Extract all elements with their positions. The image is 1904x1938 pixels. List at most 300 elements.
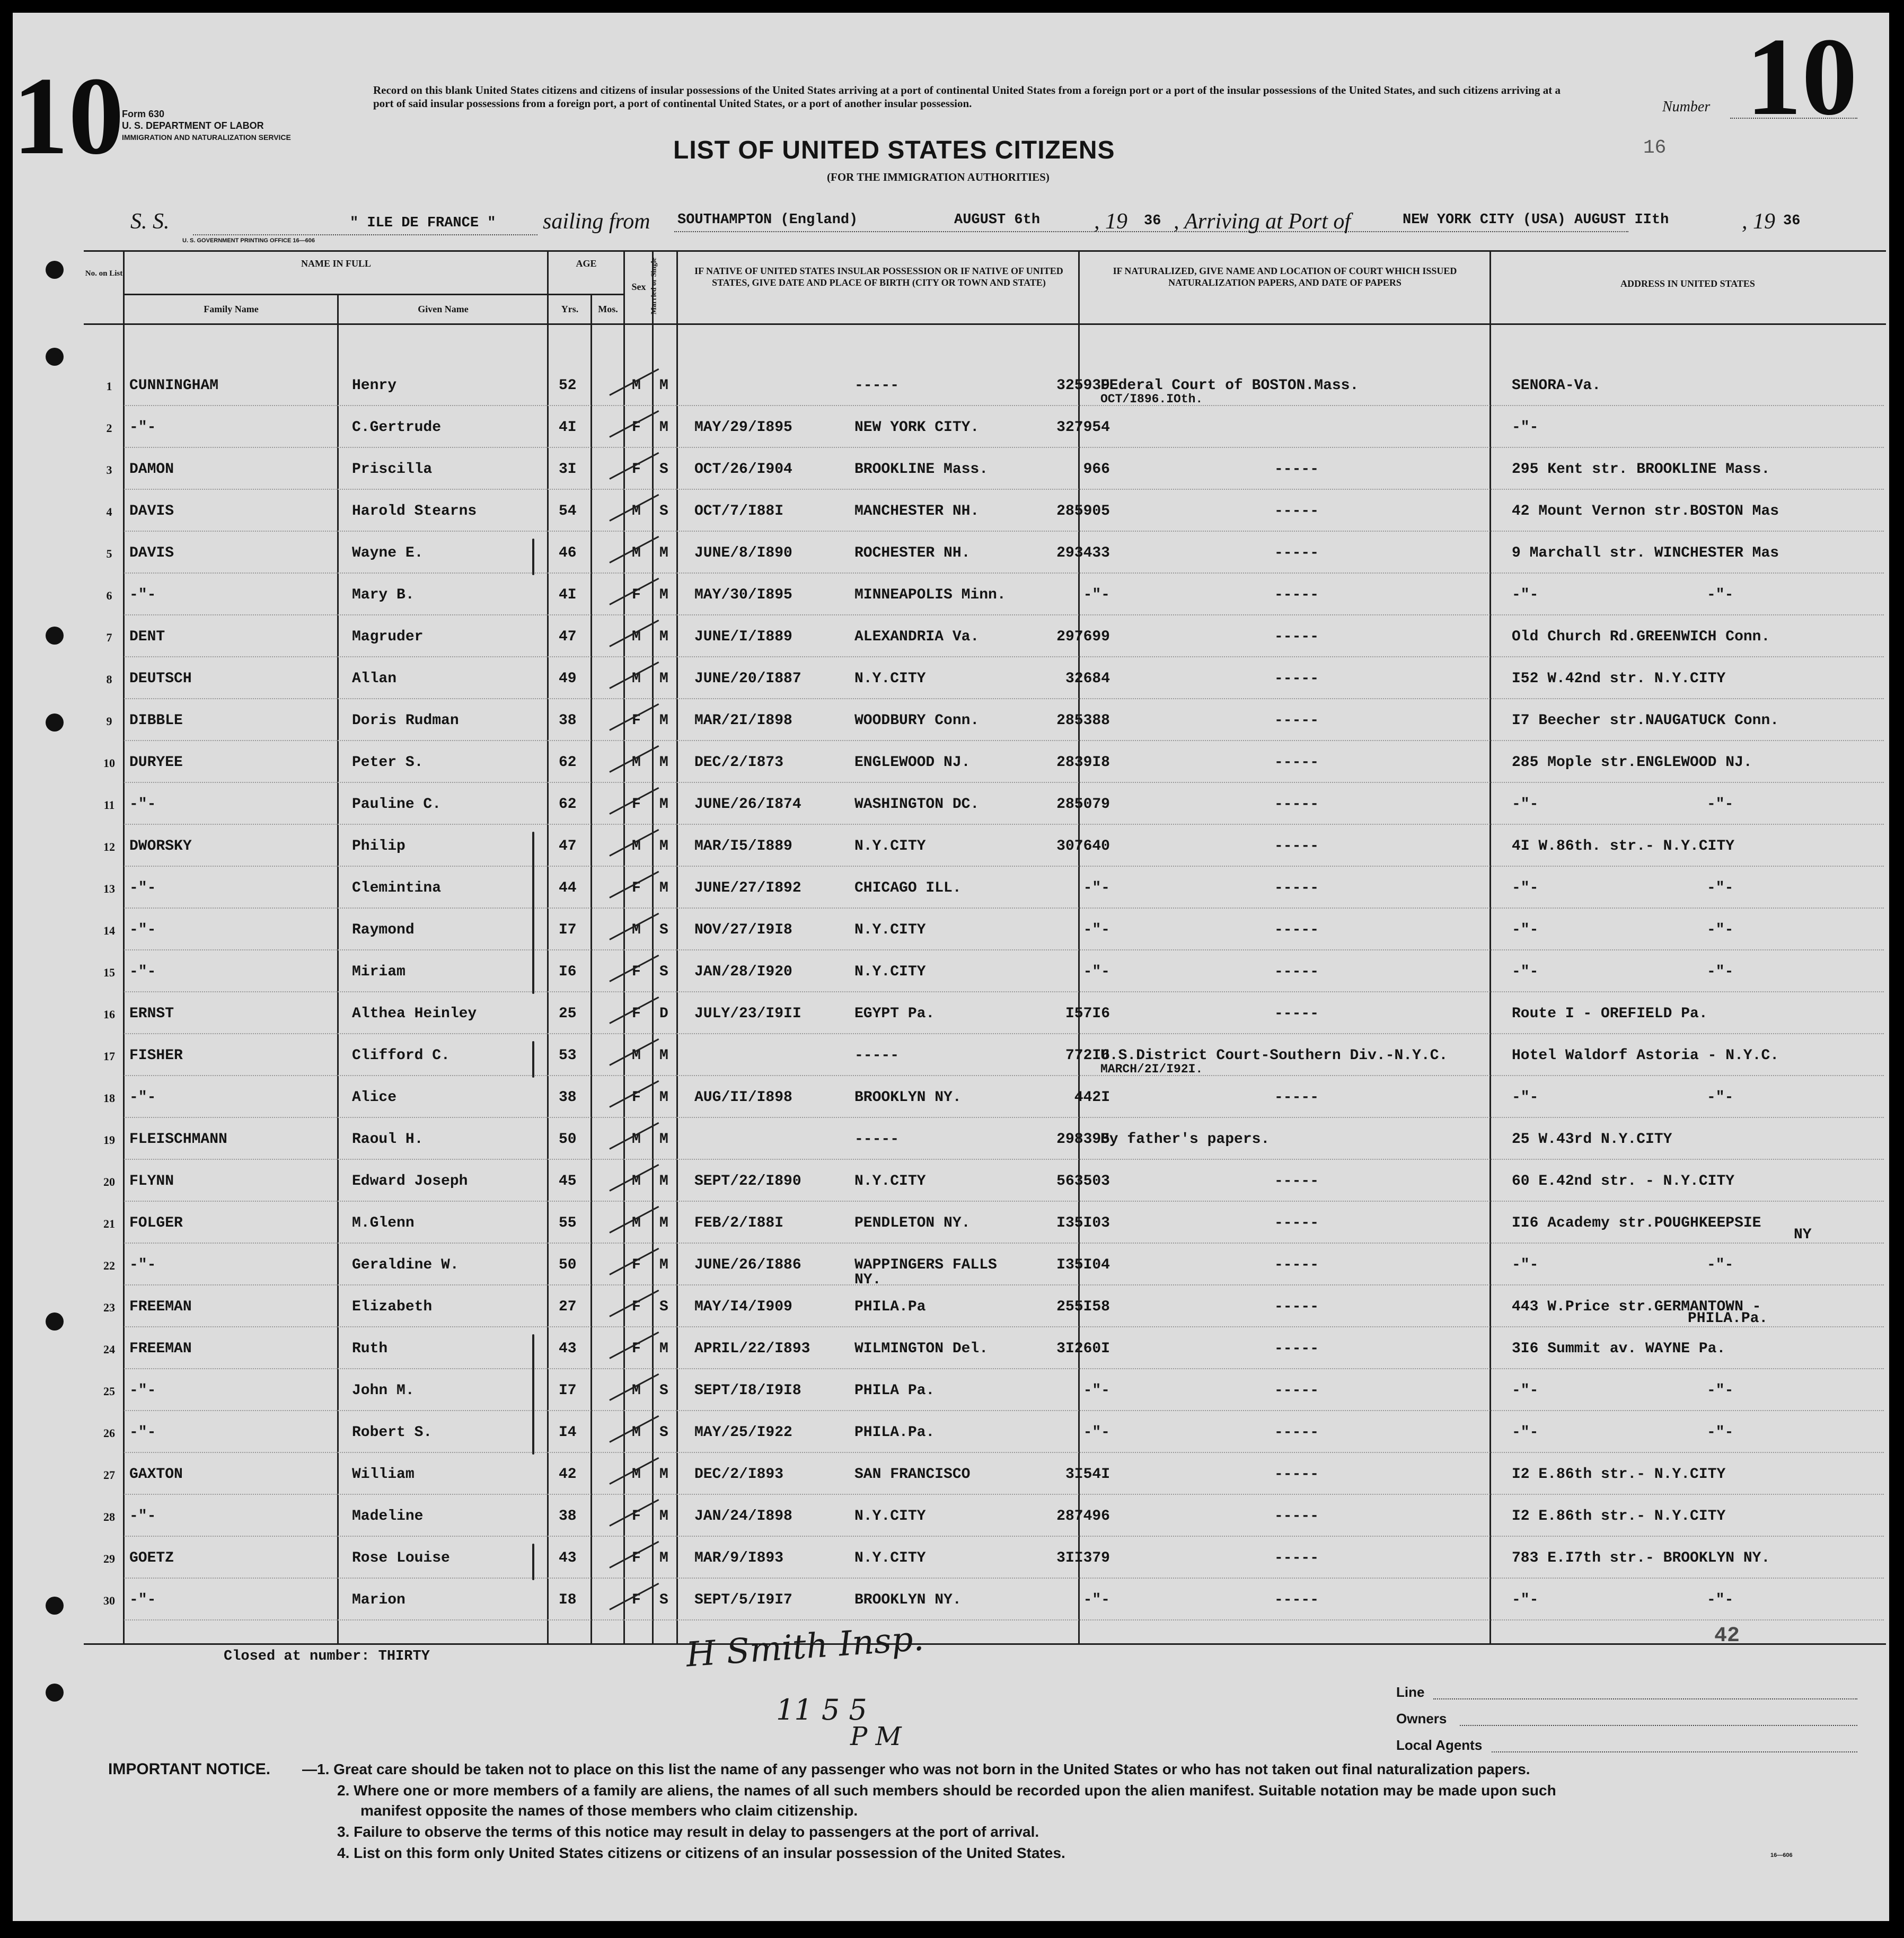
- given-name: Raoul H.: [352, 1131, 424, 1148]
- family-name: -"-: [129, 1424, 156, 1441]
- birth-date: JUNE/26/I886: [694, 1257, 801, 1273]
- row-number: 3: [106, 463, 112, 477]
- naturalization-info: -----: [1274, 1257, 1319, 1273]
- marital-status: M: [659, 1089, 668, 1106]
- row-guide: [124, 991, 1884, 992]
- us-address-line2: -"-: [1707, 964, 1734, 980]
- birth-place: PENDLETON NY.: [854, 1215, 971, 1231]
- marital-status: M: [659, 1131, 668, 1148]
- row-guide: [124, 405, 1884, 406]
- age-years: 42: [559, 1466, 577, 1483]
- us-address: 443 W.Price str.GERMANTOWN -: [1512, 1299, 1761, 1315]
- birth-place: WASHINGTON DC.: [854, 796, 980, 813]
- family-bracket-mark: [532, 832, 534, 994]
- birth-date: MAR/I5/I889: [694, 838, 792, 855]
- naturalization-info: -----: [1274, 1592, 1319, 1608]
- year-sail: 36: [1144, 213, 1161, 229]
- form-identifier: Form 630 U. S. DEPARTMENT OF LABOR IMMIGRATION AND NATURALIZATION SERVICE: [122, 109, 291, 142]
- certificate-number: 3II379: [1056, 1550, 1110, 1566]
- sex: M: [632, 1466, 641, 1483]
- age-years: I7: [559, 1382, 577, 1399]
- birth-place: NEW YORK CITY.: [854, 419, 980, 436]
- sex: F: [632, 419, 641, 436]
- birth-place: N.Y.CITY: [854, 964, 926, 980]
- age-years: 43: [559, 1341, 577, 1357]
- sex: M: [632, 377, 641, 394]
- us-address: -"-: [1512, 964, 1539, 980]
- marital-status: M: [659, 1257, 668, 1273]
- marital-status: M: [659, 1047, 668, 1064]
- sex: M: [632, 838, 641, 855]
- certificate-number: 3I54I: [1065, 1466, 1110, 1483]
- us-address: 295 Kent str. BROOKLINE Mass.: [1512, 461, 1770, 478]
- family-name: -"-: [129, 1382, 156, 1399]
- birth-place: N.Y.CITY: [854, 671, 926, 687]
- family-name: -"-: [129, 1089, 156, 1106]
- sex: F: [632, 1550, 641, 1566]
- sex: M: [632, 1131, 641, 1148]
- family-name: -"-: [129, 1592, 156, 1608]
- age-years: 50: [559, 1257, 577, 1273]
- row-guide: [124, 1201, 1884, 1202]
- age-years: I7: [559, 922, 577, 938]
- naturalization-info: -----: [1274, 545, 1319, 561]
- birth-date: SEPT/5/I9I7: [694, 1592, 792, 1608]
- given-name: Mary B.: [352, 587, 415, 603]
- sex: M: [632, 1215, 641, 1231]
- birth-place: BROOKLYN NY.: [854, 1592, 962, 1608]
- given-name: Althea Heinley: [352, 1006, 477, 1022]
- birth-date: AUG/II/I898: [694, 1089, 792, 1106]
- family-bracket-mark: [532, 1041, 534, 1078]
- marital-status: S: [659, 461, 668, 478]
- row-number: 11: [103, 798, 115, 812]
- naturalization-info-line2: MARCH/2I/I92I.: [1100, 1062, 1203, 1076]
- marital-status: S: [659, 964, 668, 980]
- birth-place-line2: NY.: [854, 1272, 882, 1288]
- us-address: I52 W.42nd str. N.Y.CITY: [1512, 671, 1726, 687]
- us-address-line2: -"-: [1707, 796, 1734, 813]
- birth-date: JAN/24/I898: [694, 1508, 792, 1525]
- us-address-line2: NY: [1794, 1227, 1812, 1243]
- year-arrive: 36: [1783, 213, 1801, 229]
- given-name: Raymond: [352, 922, 415, 938]
- sex: F: [632, 1089, 641, 1106]
- row-guide: [124, 531, 1884, 532]
- family-name: -"-: [129, 922, 156, 938]
- age-years: 62: [559, 796, 577, 813]
- birth-date: MAR/9/I893: [694, 1550, 784, 1566]
- row-guide: [124, 740, 1884, 741]
- given-name: Priscilla: [352, 461, 433, 478]
- birth-date: JULY/23/I9II: [694, 1006, 801, 1022]
- table-row: [13, 1286, 1889, 1328]
- row-guide: [124, 1494, 1884, 1495]
- us-address-line2: -"-: [1707, 587, 1734, 603]
- marital-status: S: [659, 1424, 668, 1441]
- birth-date: JUNE/26/I874: [694, 796, 801, 813]
- naturalization-info: By father's papers.: [1100, 1131, 1270, 1148]
- given-name: Robert S.: [352, 1424, 433, 1441]
- table-row: [13, 1370, 1889, 1412]
- agents-label: Local Agents: [1396, 1737, 1483, 1753]
- certificate-number: -"-: [1083, 880, 1110, 896]
- inspector-signature: H Smith Insp.: [684, 1619, 925, 1675]
- row-number: 20: [103, 1175, 115, 1188]
- age-years: 44: [559, 880, 577, 896]
- age-years: 54: [559, 503, 577, 519]
- birth-date: JUNE/I/I889: [694, 629, 792, 645]
- given-name: Peter S.: [352, 754, 424, 771]
- notice-1: —1. Great care should be taken not to place on this list the name of any passenger who was not born in the United States or who has not taken out final naturalization papers.: [302, 1761, 1530, 1777]
- naturalization-info: -----: [1274, 838, 1319, 855]
- certificate-number: 297699: [1056, 629, 1110, 645]
- line-underline: [1433, 1698, 1857, 1699]
- age-years: 47: [559, 838, 577, 855]
- birth-date: SEPT/22/I890: [694, 1173, 801, 1190]
- naturalization-info: -----: [1274, 922, 1319, 938]
- family-name: -"-: [129, 419, 156, 436]
- birth-date: OCT/7/I88I: [694, 503, 784, 519]
- sex: F: [632, 1508, 641, 1525]
- table-row: [13, 574, 1889, 616]
- row-number: 23: [103, 1301, 115, 1314]
- row-number: 30: [103, 1594, 115, 1607]
- naturalization-info: -----: [1274, 1508, 1319, 1525]
- age-years: 25: [559, 1006, 577, 1022]
- marital-status: M: [659, 712, 668, 729]
- line-label: Line: [1396, 1684, 1425, 1700]
- table-row: [13, 1328, 1889, 1370]
- birth-date: DEC/2/I873: [694, 754, 784, 771]
- us-address-line2: -"-: [1707, 922, 1734, 938]
- row-guide: [124, 656, 1884, 657]
- birth-date: SEPT/I8/I9I8: [694, 1382, 801, 1399]
- naturalization-info: FEderal Court of BOSTON.Mass.: [1100, 377, 1359, 394]
- row-number: 28: [103, 1510, 115, 1523]
- birth-place: WOODBURY Conn.: [854, 712, 980, 729]
- marital-status: M: [659, 838, 668, 855]
- table-row: [13, 1118, 1889, 1160]
- family-name: DAVIS: [129, 503, 174, 519]
- ship-underline: [193, 234, 537, 235]
- sex: F: [632, 1257, 641, 1273]
- family-name: ERNST: [129, 1006, 174, 1022]
- naturalization-info: -----: [1274, 629, 1319, 645]
- marital-status: M: [659, 671, 668, 687]
- row-guide: [124, 1536, 1884, 1537]
- certificate-number: 3I260I: [1056, 1341, 1110, 1357]
- row-guide: [124, 1368, 1884, 1369]
- name-subheader-line: [123, 294, 547, 295]
- row-number: 26: [103, 1426, 115, 1440]
- given-name: John M.: [352, 1382, 415, 1399]
- us-address: 3I6 Summit av. WAYNE Pa.: [1512, 1341, 1726, 1357]
- sex: M: [632, 1173, 641, 1190]
- row-number: 24: [103, 1343, 115, 1356]
- row-number: 25: [103, 1385, 115, 1398]
- birth-place: N.Y.CITY: [854, 1508, 926, 1525]
- row-guide: [124, 1159, 1884, 1160]
- sex: M: [632, 503, 641, 519]
- given-name: Clifford C.: [352, 1047, 450, 1064]
- birth-date: OCT/26/I904: [694, 461, 792, 478]
- age-years: 38: [559, 712, 577, 729]
- col-header-age: AGE: [576, 258, 597, 269]
- family-name: DURYEE: [129, 754, 183, 771]
- naturalization-info: -----: [1274, 1299, 1319, 1315]
- row-number: 18: [103, 1091, 115, 1105]
- stamp-number: 42: [1714, 1624, 1740, 1648]
- certificate-number: I35I03: [1056, 1215, 1110, 1231]
- certificate-number: -"-: [1083, 922, 1110, 938]
- page-subtitle: (FOR THE IMMIGRATION AUTHORITIES): [827, 171, 1050, 183]
- owners-underline: [1460, 1725, 1857, 1726]
- sex: F: [632, 1341, 641, 1357]
- col-header-sex: Sex: [631, 281, 646, 292]
- col-header-mos: Mos.: [598, 304, 618, 314]
- sex: M: [632, 545, 641, 561]
- birth-place: ENGLEWOOD NJ.: [854, 754, 971, 771]
- sex: F: [632, 880, 641, 896]
- row-number: 1: [106, 380, 112, 393]
- age-years: 46: [559, 545, 577, 561]
- marital-status: M: [659, 1341, 668, 1357]
- handwritten-time-pm: P M: [850, 1722, 902, 1751]
- marital-status: M: [659, 754, 668, 771]
- us-address-line2: -"-: [1707, 1424, 1734, 1441]
- age-years: I8: [559, 1592, 577, 1608]
- certificate-number: 285079: [1056, 796, 1110, 813]
- row-guide: [124, 824, 1884, 825]
- given-name: Miriam: [352, 964, 406, 980]
- family-name: FOLGER: [129, 1215, 183, 1231]
- birth-place: EGYPT Pa.: [854, 1006, 935, 1022]
- row-guide: [124, 698, 1884, 699]
- family-bracket-mark: [532, 1544, 534, 1580]
- marital-status: D: [659, 1006, 668, 1022]
- col-header-birth: IF NATIVE OF UNITED STATES INSULAR POSSESSION OR IF NATIVE OF UNITED STATES, GIVE DATE AND PLACE OF BIRTH (CITY OR TOWN AND STATE): [694, 266, 1063, 288]
- handwritten-time: 11 5 5: [776, 1693, 867, 1726]
- marital-status: M: [659, 1508, 668, 1525]
- marital-status: M: [659, 796, 668, 813]
- birth-place: -----: [854, 1131, 900, 1148]
- family-bracket-mark: [532, 539, 534, 575]
- col-header-no: No. on List: [85, 269, 123, 278]
- given-name: Clemintina: [352, 880, 442, 896]
- naturalization-info: -----: [1274, 754, 1319, 771]
- family-name: -"-: [129, 796, 156, 813]
- naturalization-info: -----: [1274, 796, 1319, 813]
- naturalization-info: -----: [1274, 503, 1319, 519]
- given-name: Wayne E.: [352, 545, 424, 561]
- us-address-line2: -"-: [1707, 1592, 1734, 1608]
- family-name: GAXTON: [129, 1466, 183, 1483]
- sex: F: [632, 1299, 641, 1315]
- naturalization-info: -----: [1274, 1341, 1319, 1357]
- us-address: -"-: [1512, 419, 1539, 436]
- naturalization-info: -----: [1274, 1550, 1319, 1566]
- table-row: [13, 1202, 1889, 1244]
- arriving-label: , Arriving at Port of: [1174, 209, 1351, 234]
- family-name: FREEMAN: [129, 1299, 192, 1315]
- family-name: FLEISCHMANN: [129, 1131, 227, 1148]
- row-number: 17: [103, 1050, 115, 1063]
- given-name: Elizabeth: [352, 1299, 433, 1315]
- manifest-sheet: [13, 13, 1889, 1921]
- certificate-number: -"-: [1083, 587, 1110, 603]
- certificate-number: I57I6: [1065, 1006, 1110, 1022]
- given-name: C.Gertrude: [352, 419, 442, 436]
- naturalization-info: -----: [1274, 671, 1319, 687]
- birth-place: N.Y.CITY: [854, 922, 926, 938]
- table-row: [13, 1035, 1889, 1077]
- agents-underline: [1492, 1751, 1857, 1752]
- birth-date: NOV/27/I9I8: [694, 922, 792, 938]
- col-header-given: Given Name: [418, 304, 469, 314]
- table-top-border: [84, 250, 1886, 252]
- table-row: [13, 616, 1889, 658]
- age-years: 52: [559, 377, 577, 394]
- row-number: 27: [103, 1468, 115, 1482]
- record-instructions: Record on this blank United States citizens and citizens of insular possessions of the United States arriving at a port of continental United States from a foreign port or a port of the insular possessions of the United States, and such citizens arriving at a port of said insular possessions from a foreign port, a port of continental United States, or a port of another insular possession.: [373, 84, 1561, 110]
- marital-status: S: [659, 922, 668, 938]
- sex: F: [632, 1592, 641, 1608]
- us-address: Route I - OREFIELD Pa.: [1512, 1006, 1708, 1022]
- col-header-naturalized: IF NATURALIZED, GIVE NAME AND LOCATION OF COURT WHICH ISSUED NATURALIZATION PAPERS, AND DATE OF PAPERS: [1113, 266, 1457, 288]
- us-address: 4I W.86th. str.- N.Y.CITY: [1512, 838, 1735, 855]
- family-name: FISHER: [129, 1047, 183, 1064]
- us-address: -"-: [1512, 1257, 1539, 1273]
- row-number: 29: [103, 1552, 115, 1565]
- birth-place: ROCHESTER NH.: [854, 545, 971, 561]
- given-name: Pauline C.: [352, 796, 442, 813]
- family-name: DWORSKY: [129, 838, 192, 855]
- table-row: [13, 1160, 1889, 1202]
- age-years: 49: [559, 671, 577, 687]
- certificate-number: -"-: [1083, 1382, 1110, 1399]
- sheet-number: 16: [1643, 137, 1667, 158]
- number-underline: [1730, 118, 1857, 119]
- us-address: 285 Mople str.ENGLEWOOD NJ.: [1512, 754, 1752, 771]
- naturalization-info: -----: [1274, 880, 1319, 896]
- naturalization-info: -----: [1274, 461, 1319, 478]
- row-guide: [124, 1326, 1884, 1327]
- row-number: 14: [103, 924, 115, 937]
- marital-status: M: [659, 587, 668, 603]
- us-address: SENORA-Va.: [1512, 377, 1601, 394]
- marital-status: S: [659, 1382, 668, 1399]
- age-years: 50: [559, 1131, 577, 1148]
- notice-heading: IMPORTANT NOTICE.: [108, 1760, 271, 1778]
- birth-date: MAY/I4/I909: [694, 1299, 792, 1315]
- marital-status: S: [659, 503, 668, 519]
- certificate-number: 327954: [1056, 419, 1110, 436]
- arrival-port: NEW YORK CITY (USA) AUGUST IIth: [1403, 212, 1669, 228]
- certificate-number: 966: [1083, 461, 1110, 478]
- certificate-number: 307640: [1056, 838, 1110, 855]
- age-years: 55: [559, 1215, 577, 1231]
- sex: M: [632, 754, 641, 771]
- sailing-from: SOUTHAMPTON (England): [677, 212, 858, 228]
- col-header-address: ADDRESS IN UNITED STATES: [1620, 278, 1755, 289]
- given-name: Rose Louise: [352, 1550, 450, 1566]
- us-address: 42 Mount Vernon str.BOSTON Mas: [1512, 503, 1779, 519]
- birth-place: ALEXANDRIA Va.: [854, 629, 980, 645]
- certificate-number: 255I58: [1056, 1299, 1110, 1315]
- certificate-number: 285388: [1056, 712, 1110, 729]
- sex: F: [632, 587, 641, 603]
- row-number: 7: [106, 631, 112, 644]
- age-years: 43: [559, 1550, 577, 1566]
- given-name: Madeline: [352, 1508, 424, 1525]
- age-years: I6: [559, 964, 577, 980]
- given-name: Philip: [352, 838, 406, 855]
- us-address: 60 E.42nd str. - N.Y.CITY: [1512, 1173, 1735, 1190]
- us-address: -"-: [1512, 587, 1539, 603]
- notice-3: 3. Failure to observe the terms of this notice may result in delay to passengers at the port of arrival.: [337, 1824, 1039, 1840]
- us-address: -"-: [1512, 922, 1539, 938]
- notice-2-cont: manifest opposite the names of those members who claim citizenship.: [360, 1802, 858, 1819]
- birth-place: SAN FRANCISCO: [854, 1466, 971, 1483]
- birth-place: N.Y.CITY: [854, 1173, 926, 1190]
- table-row: [13, 951, 1889, 993]
- sex: M: [632, 922, 641, 938]
- given-name: Marion: [352, 1592, 406, 1608]
- row-guide: [124, 866, 1884, 867]
- sex: M: [632, 671, 641, 687]
- family-name: -"-: [129, 1257, 156, 1273]
- marital-status: M: [659, 1173, 668, 1190]
- table-row: [13, 1412, 1889, 1454]
- birth-date: MAY/30/I895: [694, 587, 792, 603]
- marital-status: M: [659, 629, 668, 645]
- us-address-line2: -"-: [1707, 1382, 1734, 1399]
- corner-number-right: 10: [1746, 15, 1857, 138]
- birth-date: DEC/2/I893: [694, 1466, 784, 1483]
- col-header-yrs: Yrs.: [561, 304, 579, 314]
- certificate-number: I35I04: [1056, 1257, 1110, 1273]
- birth-date: JUNE/8/I890: [694, 545, 792, 561]
- naturalization-info: -----: [1274, 587, 1319, 603]
- us-address: 783 E.I7th str.- BROOKLYN NY.: [1512, 1550, 1770, 1566]
- punch-hole: [46, 261, 64, 279]
- us-address: I2 E.86th str.- N.Y.CITY: [1512, 1508, 1726, 1525]
- family-bracket-mark: [532, 1334, 534, 1455]
- year-prefix-arrive: , 19: [1742, 209, 1775, 234]
- given-name: Allan: [352, 671, 397, 687]
- row-guide: [124, 489, 1884, 490]
- birth-date: JAN/28/I920: [694, 964, 792, 980]
- table-row: [13, 1077, 1889, 1118]
- table-row: [13, 532, 1889, 574]
- given-name: Edward Joseph: [352, 1173, 468, 1190]
- table-row: [13, 825, 1889, 867]
- given-name: Alice: [352, 1089, 397, 1106]
- row-number: 6: [106, 589, 112, 602]
- row-guide: [124, 1578, 1884, 1579]
- age-years: 45: [559, 1173, 577, 1190]
- naturalization-info: -----: [1274, 1006, 1319, 1022]
- table-row: [13, 783, 1889, 825]
- table-row: [13, 658, 1889, 700]
- year-prefix-sail: , 19: [1094, 209, 1127, 234]
- number-label: Number: [1662, 99, 1711, 115]
- row-guide: [124, 1284, 1884, 1285]
- birth-place: MINNEAPOLIS Minn.: [854, 587, 1006, 603]
- table-row: [13, 909, 1889, 951]
- punch-hole: [46, 1684, 64, 1702]
